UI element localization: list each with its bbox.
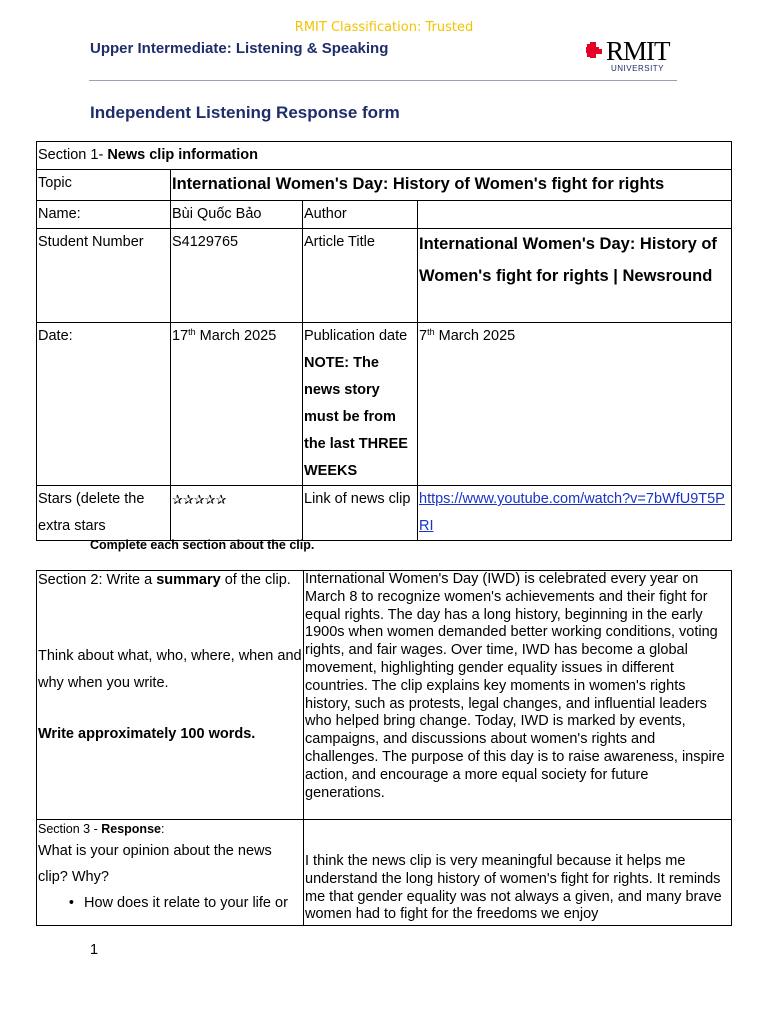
student-number-value[interactable]: S4129765	[171, 229, 303, 323]
name-label: Name:	[37, 201, 171, 229]
logo-sub: UNIVERSITY	[611, 64, 665, 73]
name-value[interactable]: Bùi Quốc Bảo	[171, 201, 303, 229]
student-number-label: Student Number	[37, 229, 171, 323]
section1-heading: Section 1- News clip information	[37, 142, 732, 170]
section2-prompt: Section 2: Write a summary of the clip. Think about what, who, where, when and why when you write. Write approximately 100 words.	[37, 571, 304, 820]
response-text[interactable]: I think the news clip is very meaningful because it helps me understand the long history of women's fight for rights. It reminds me that gender equality was not always a given, and many brave women had to fight for the freedoms we enjoy	[304, 820, 732, 926]
summary-text[interactable]: International Women's Day (IWD) is celebrated every year on March 8 to recognize women's achievements and their fight for equal rights. The day has a long history, beginning in the early 1900s when women demanded better working conditions, voting rights, and fair wages. Over time, IWD has become a global movement, highlighting gender equality issues in different countries. The clip explains key moments in women's rights history, such as protests, legal changes, and influential leaders who helped bring change. Today, IWD is marked by events, campaigns, and discussions about women's rights and challenges. The purpose of this day is to raise awareness, inspire action, and encourage a more equal society for future generations.	[304, 571, 732, 820]
stars-label: Stars (delete the extra stars	[37, 486, 171, 541]
publication-date-label: Publication date NOTE: The news story must be from the last THREE WEEKS	[303, 323, 418, 486]
page-number: 1	[90, 942, 99, 958]
author-label: Author	[303, 201, 418, 229]
section1-table	[36, 141, 732, 541]
section3-bullet: • How does it relate to your life or	[38, 890, 302, 916]
topic-label: Topic	[37, 170, 171, 201]
article-title-value[interactable]: International Women's Day: History of Women's fight for rights | Newsround	[418, 229, 732, 323]
logo-name: RMIT	[606, 36, 670, 66]
stars-value[interactable]: ✰✰✰✰✰	[171, 486, 303, 541]
author-value[interactable]	[418, 201, 732, 229]
classification-label: RMIT Classification: Trusted	[294, 20, 474, 35]
section3-heading: Section 3 - Response:	[38, 822, 165, 836]
bullet-icon: •	[68, 895, 74, 911]
form-title: Independent Listening Response form	[90, 103, 400, 122]
section2-3-table	[36, 570, 732, 926]
header-divider	[89, 80, 677, 81]
rmit-logo	[584, 38, 676, 76]
section2-words: Write approximately 100 words.	[38, 726, 256, 742]
topic-value[interactable]: International Women's Day: History of Women's fight for rights	[171, 170, 732, 201]
rmit-pixel-icon	[584, 40, 606, 62]
article-title-label: Article Title	[303, 229, 418, 323]
date-label: Date:	[37, 323, 171, 486]
course-title: Upper Intermediate: Listening & Speaking	[90, 40, 389, 57]
section3-question: What is your opinion about the news clip? Why?	[38, 843, 272, 885]
date-value[interactable]: 17th March 2025	[171, 323, 303, 486]
instructions: Complete each section about the clip.	[90, 538, 315, 552]
link-label: Link of news clip	[303, 486, 418, 541]
section2-think: Think about what, who, where, when and why when you write.	[38, 648, 302, 691]
publication-date-value[interactable]: 7th March 2025	[418, 323, 732, 486]
publication-note: NOTE: The news story must be from the last THREE WEEKS	[304, 355, 408, 479]
link-cell	[418, 486, 732, 541]
news-clip-link[interactable]: https://www.youtube.com/watch?v=7bWfU9T5PRI	[419, 491, 725, 534]
section3-prompt	[37, 820, 304, 926]
